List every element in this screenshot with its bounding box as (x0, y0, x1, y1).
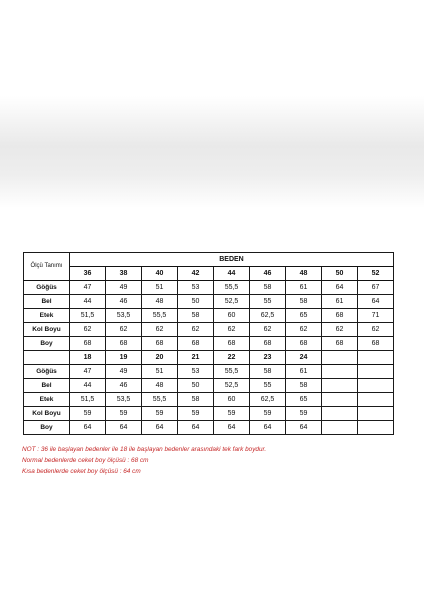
measurement-value: 53 (178, 365, 214, 379)
measurement-value: 52,5 (214, 379, 250, 393)
measurement-label: Boy (24, 421, 70, 435)
measurement-value: 65 (286, 309, 322, 323)
notes-block (22, 444, 402, 477)
blank-label-cell (24, 351, 70, 365)
size-chart-table (23, 252, 394, 435)
measurement-value: 67 (358, 281, 394, 295)
measurement-value: 50 (178, 379, 214, 393)
measurement-value (322, 393, 358, 407)
background-band (0, 96, 424, 208)
measurement-value (358, 365, 394, 379)
size-header-cell: 21 (178, 351, 214, 365)
measurement-value: 68 (214, 337, 250, 351)
size-header-cell (322, 351, 358, 365)
table-row (24, 365, 394, 379)
measurement-value: 48 (142, 295, 178, 309)
measurement-value: 53,5 (106, 309, 142, 323)
measurement-value: 46 (106, 295, 142, 309)
size-header-cell: 38 (106, 267, 142, 281)
table-row (24, 421, 394, 435)
measurement-value: 64 (286, 421, 322, 435)
measurement-value: 71 (358, 309, 394, 323)
measurement-value: 50 (178, 295, 214, 309)
measurement-value: 59 (106, 407, 142, 421)
measurement-value: 51,5 (70, 309, 106, 323)
measurement-value: 64 (178, 421, 214, 435)
measurement-value: 59 (178, 407, 214, 421)
measurement-value: 60 (214, 393, 250, 407)
measurement-value: 59 (142, 407, 178, 421)
measurement-value (322, 421, 358, 435)
measurement-label: Bel (24, 295, 70, 309)
measurement-value: 68 (106, 337, 142, 351)
measurement-value: 44 (70, 295, 106, 309)
measurement-value: 49 (106, 281, 142, 295)
measurement-value: 64 (70, 421, 106, 435)
measurement-value: 64 (142, 421, 178, 435)
measurement-value: 59 (286, 407, 322, 421)
size-header-cell: 18 (70, 351, 106, 365)
measurement-value: 53 (178, 281, 214, 295)
corner-label: Ölçü Tanımı (24, 253, 70, 281)
measurement-value: 55,5 (142, 309, 178, 323)
measurement-value: 51,5 (70, 393, 106, 407)
measurement-value: 68 (250, 337, 286, 351)
measurement-value (322, 407, 358, 421)
measurement-value (358, 421, 394, 435)
table-row (24, 295, 394, 309)
measurement-value: 58 (250, 365, 286, 379)
size-header-row (24, 267, 394, 281)
measurement-value: 61 (322, 295, 358, 309)
measurement-value: 52,5 (214, 295, 250, 309)
measurement-value: 62 (358, 323, 394, 337)
size-header-cell: 40 (142, 267, 178, 281)
measurement-value: 62 (106, 323, 142, 337)
measurement-value: 61 (286, 281, 322, 295)
measurement-value (358, 393, 394, 407)
size-header-cell: 23 (250, 351, 286, 365)
table-row (24, 393, 394, 407)
measurement-value: 68 (286, 337, 322, 351)
table-row (24, 407, 394, 421)
measurement-value: 46 (106, 379, 142, 393)
measurement-value: 68 (142, 337, 178, 351)
measurement-value: 64 (358, 295, 394, 309)
measurement-value: 60 (214, 309, 250, 323)
measurement-value: 62 (286, 323, 322, 337)
table-row (24, 309, 394, 323)
measurement-value: 65 (286, 393, 322, 407)
measurement-value: 62 (142, 323, 178, 337)
measurement-value: 64 (250, 421, 286, 435)
table-row (24, 323, 394, 337)
measurement-value: 68 (322, 337, 358, 351)
table-row (24, 337, 394, 351)
size-header-row (24, 351, 394, 365)
measurement-value: 68 (178, 337, 214, 351)
measurement-value: 62,5 (250, 393, 286, 407)
measurement-value: 62 (250, 323, 286, 337)
size-header-cell: 22 (214, 351, 250, 365)
measurement-value: 62 (70, 323, 106, 337)
note-line: Kısa bedenlerde ceket boy ölçüsü : 64 cm (22, 468, 141, 475)
measurement-value: 68 (322, 309, 358, 323)
measurement-value: 59 (214, 407, 250, 421)
measurement-label: Göğüs (24, 365, 70, 379)
measurement-label: Boy (24, 337, 70, 351)
group-header-beden: BEDEN (70, 253, 394, 267)
size-header-cell: 44 (214, 267, 250, 281)
measurement-value: 59 (70, 407, 106, 421)
measurement-value: 55,5 (214, 365, 250, 379)
measurement-value: 47 (70, 365, 106, 379)
measurement-value (322, 365, 358, 379)
measurement-value: 58 (178, 393, 214, 407)
measurement-label: Bel (24, 379, 70, 393)
size-header-cell: 46 (250, 267, 286, 281)
measurement-value: 58 (250, 281, 286, 295)
measurement-value: 44 (70, 379, 106, 393)
measurement-value: 58 (286, 379, 322, 393)
measurement-label: Kol Boyu (24, 407, 70, 421)
measurement-value: 55 (250, 295, 286, 309)
note-line: Normal bedenlerde ceket boy ölçüsü : 68 cm (22, 457, 149, 464)
size-header-cell: 48 (286, 267, 322, 281)
measurement-value: 49 (106, 365, 142, 379)
measurement-value: 58 (286, 295, 322, 309)
size-header-cell: 50 (322, 267, 358, 281)
measurement-value: 62 (322, 323, 358, 337)
measurement-value: 48 (142, 379, 178, 393)
measurement-value: 58 (178, 309, 214, 323)
measurement-value (322, 379, 358, 393)
size-header-cell: 24 (286, 351, 322, 365)
measurement-value: 47 (70, 281, 106, 295)
measurement-value: 53,5 (106, 393, 142, 407)
measurement-value: 62 (214, 323, 250, 337)
measurement-value: 64 (106, 421, 142, 435)
size-header-cell (358, 351, 394, 365)
note-line: NOT : 36 ile başlayan bedenler ile 18 ile başlayan bedenler arasındaki tek fark boydur. (22, 446, 267, 453)
measurement-value: 64 (322, 281, 358, 295)
measurement-value: 55,5 (142, 393, 178, 407)
measurement-value: 55,5 (214, 281, 250, 295)
measurement-value: 61 (286, 365, 322, 379)
table-header-row (24, 253, 394, 267)
measurement-value: 68 (358, 337, 394, 351)
table-row (24, 379, 394, 393)
measurement-label: Etek (24, 393, 70, 407)
measurement-value: 68 (70, 337, 106, 351)
size-header-cell: 36 (70, 267, 106, 281)
measurement-value: 55 (250, 379, 286, 393)
measurement-value: 51 (142, 365, 178, 379)
measurement-label: Etek (24, 309, 70, 323)
size-header-cell: 42 (178, 267, 214, 281)
measurement-value: 64 (214, 421, 250, 435)
size-header-cell: 19 (106, 351, 142, 365)
table-row (24, 281, 394, 295)
measurement-value: 59 (250, 407, 286, 421)
measurement-value: 51 (142, 281, 178, 295)
measurement-label: Kol Boyu (24, 323, 70, 337)
measurement-label: Göğüs (24, 281, 70, 295)
size-header-cell: 20 (142, 351, 178, 365)
measurement-value (358, 379, 394, 393)
size-header-cell: 52 (358, 267, 394, 281)
measurement-value: 62 (178, 323, 214, 337)
measurement-value (358, 407, 394, 421)
measurement-value: 62,5 (250, 309, 286, 323)
